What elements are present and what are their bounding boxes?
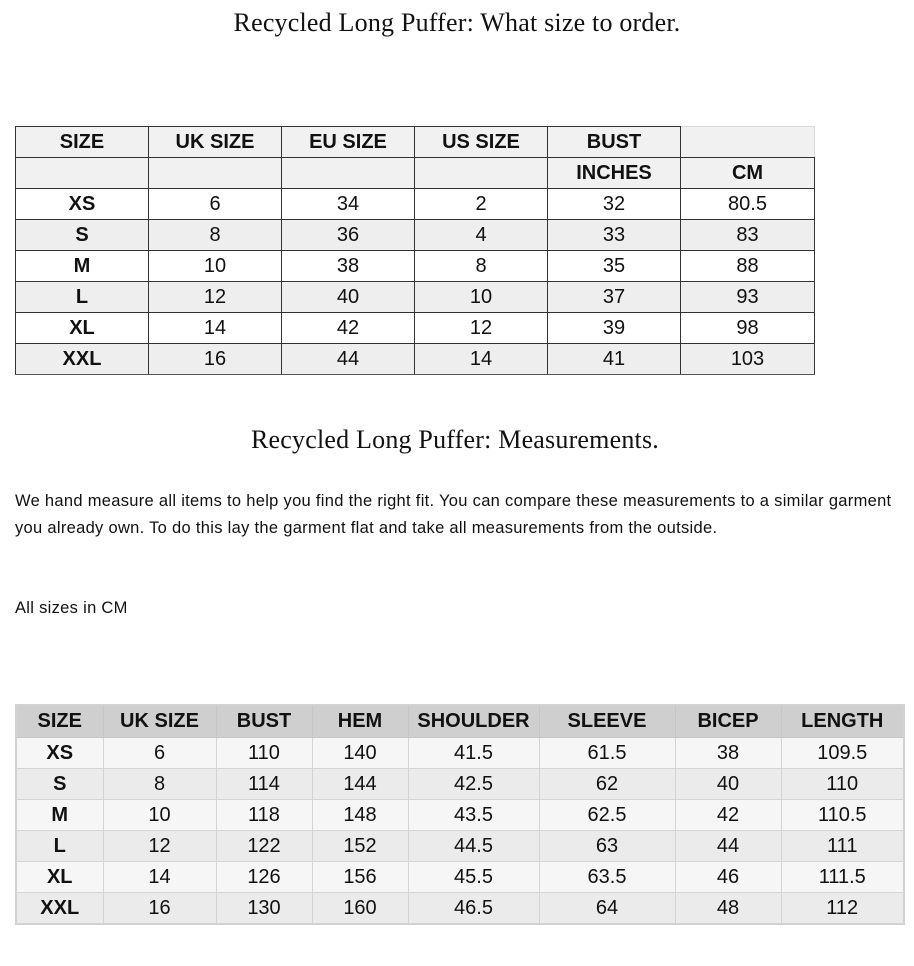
table-cell: 16 (103, 893, 216, 925)
table-cell: 140 (312, 738, 408, 769)
table-cell: 61.5 (539, 738, 675, 769)
table-subheader-row (16, 158, 815, 189)
table-cell: 62 (539, 769, 675, 800)
table-row (16, 893, 904, 925)
table-cell: 109.5 (781, 738, 904, 769)
header-cell: SLEEVE (539, 705, 675, 738)
table-cell: 8 (415, 251, 548, 282)
table-row (16, 251, 815, 282)
header-cell: HEM (312, 705, 408, 738)
table-cell: 130 (216, 893, 312, 925)
table-cell: 2 (415, 189, 548, 220)
table-cell: 44 (675, 831, 781, 862)
header-cell: BUST (216, 705, 312, 738)
table-cell: 10 (415, 282, 548, 313)
header-cell: BUST (548, 127, 681, 158)
table-cell: 42 (282, 313, 415, 344)
table-cell: 12 (149, 282, 282, 313)
size-cell: XS (16, 738, 103, 769)
table-row (16, 831, 904, 862)
header-cell: SHOULDER (408, 705, 539, 738)
table-cell: 44 (282, 344, 415, 375)
table-cell: 63 (539, 831, 675, 862)
header-cell: EU SIZE (282, 127, 415, 158)
size-cell: S (16, 769, 103, 800)
table-cell: 33 (548, 220, 681, 251)
header-cell: SIZE (16, 127, 149, 158)
table-cell: 6 (103, 738, 216, 769)
table-cell: 42.5 (408, 769, 539, 800)
measurements-table (15, 704, 905, 925)
table-cell: 38 (282, 251, 415, 282)
table-cell: 83 (681, 220, 815, 251)
table-cell: 37 (548, 282, 681, 313)
table-cell: 41 (548, 344, 681, 375)
table-row (16, 344, 815, 375)
table-cell: 10 (103, 800, 216, 831)
header-cell: BICEP (675, 705, 781, 738)
table-cell: 93 (681, 282, 815, 313)
table-row (16, 769, 904, 800)
table-cell: 152 (312, 831, 408, 862)
table-cell: 98 (681, 313, 815, 344)
table-cell: 10 (149, 251, 282, 282)
header-cell: SIZE (16, 705, 103, 738)
header-cell: US SIZE (415, 127, 548, 158)
table-cell: 126 (216, 862, 312, 893)
table-cell: 44.5 (408, 831, 539, 862)
table-cell: 6 (149, 189, 282, 220)
table-cell: 32 (548, 189, 681, 220)
table-row (16, 313, 815, 344)
size-cell: S (16, 220, 149, 251)
size-cell: XL (16, 313, 149, 344)
header-cell (149, 158, 282, 189)
size-cell: XXL (16, 344, 149, 375)
header-cell (282, 158, 415, 189)
table-cell: 43.5 (408, 800, 539, 831)
table-cell: 12 (415, 313, 548, 344)
table-cell: 40 (282, 282, 415, 313)
size-cell: L (16, 831, 103, 862)
table-cell: 48 (675, 893, 781, 925)
units-note: All sizes in CM (15, 599, 128, 617)
table-cell: 14 (415, 344, 548, 375)
table-cell: 88 (681, 251, 815, 282)
table-cell: 111 (781, 831, 904, 862)
table-row (16, 220, 815, 251)
table-header-row (16, 127, 815, 158)
size-cell: M (16, 800, 103, 831)
table-cell: 14 (149, 313, 282, 344)
header-cell (415, 158, 548, 189)
size-cell: XS (16, 189, 149, 220)
table-cell: 160 (312, 893, 408, 925)
table-cell: 8 (103, 769, 216, 800)
header-cell: CM (681, 158, 815, 189)
table-cell: 110.5 (781, 800, 904, 831)
table-header-row (16, 705, 904, 738)
size-cell: L (16, 282, 149, 313)
table-cell: 110 (781, 769, 904, 800)
table-cell: 46.5 (408, 893, 539, 925)
table-cell: 38 (675, 738, 781, 769)
table-cell: 122 (216, 831, 312, 862)
table-row (16, 738, 904, 769)
table-cell: 42 (675, 800, 781, 831)
table-cell: 110 (216, 738, 312, 769)
table-cell: 148 (312, 800, 408, 831)
table-cell: 103 (681, 344, 815, 375)
table-cell: 35 (548, 251, 681, 282)
header-cell: LENGTH (781, 705, 904, 738)
table-cell: 41.5 (408, 738, 539, 769)
table-cell: 144 (312, 769, 408, 800)
table-cell: 112 (781, 893, 904, 925)
table-cell: 12 (103, 831, 216, 862)
table-cell: 39 (548, 313, 681, 344)
table-cell: 36 (282, 220, 415, 251)
table-cell: 45.5 (408, 862, 539, 893)
table-cell: 64 (539, 893, 675, 925)
table-cell: 14 (103, 862, 216, 893)
table-cell: 114 (216, 769, 312, 800)
table-cell: 63.5 (539, 862, 675, 893)
table-row (16, 862, 904, 893)
header-cell: UK SIZE (103, 705, 216, 738)
measurements-intro: We hand measure all items to help you find the right fit. You can compare these measurements to a similar garment you already own. To do this lay the garment flat and take all measurements from the outside. (15, 492, 892, 537)
table-cell: 46 (675, 862, 781, 893)
header-cell (681, 127, 815, 158)
table-row (16, 282, 815, 313)
table-row (16, 800, 904, 831)
size-cell: XL (16, 862, 103, 893)
table-cell: 118 (216, 800, 312, 831)
measurements-section-title: Recycled Long Puffer: Measurements. (251, 425, 659, 454)
table-cell: 40 (675, 769, 781, 800)
table-cell: 8 (149, 220, 282, 251)
table-cell: 62.5 (539, 800, 675, 831)
table-cell: 80.5 (681, 189, 815, 220)
size-cell: M (16, 251, 149, 282)
table-cell: 156 (312, 862, 408, 893)
header-cell (16, 158, 149, 189)
table-cell: 34 (282, 189, 415, 220)
table-cell: 16 (149, 344, 282, 375)
size-order-table (15, 126, 815, 375)
order-section-title: Recycled Long Puffer: What size to order. (233, 8, 681, 37)
header-cell: INCHES (548, 158, 681, 189)
table-row (16, 189, 815, 220)
table-cell: 111.5 (781, 862, 904, 893)
size-cell: XXL (16, 893, 103, 925)
table-cell: 4 (415, 220, 548, 251)
header-cell: UK SIZE (149, 127, 282, 158)
